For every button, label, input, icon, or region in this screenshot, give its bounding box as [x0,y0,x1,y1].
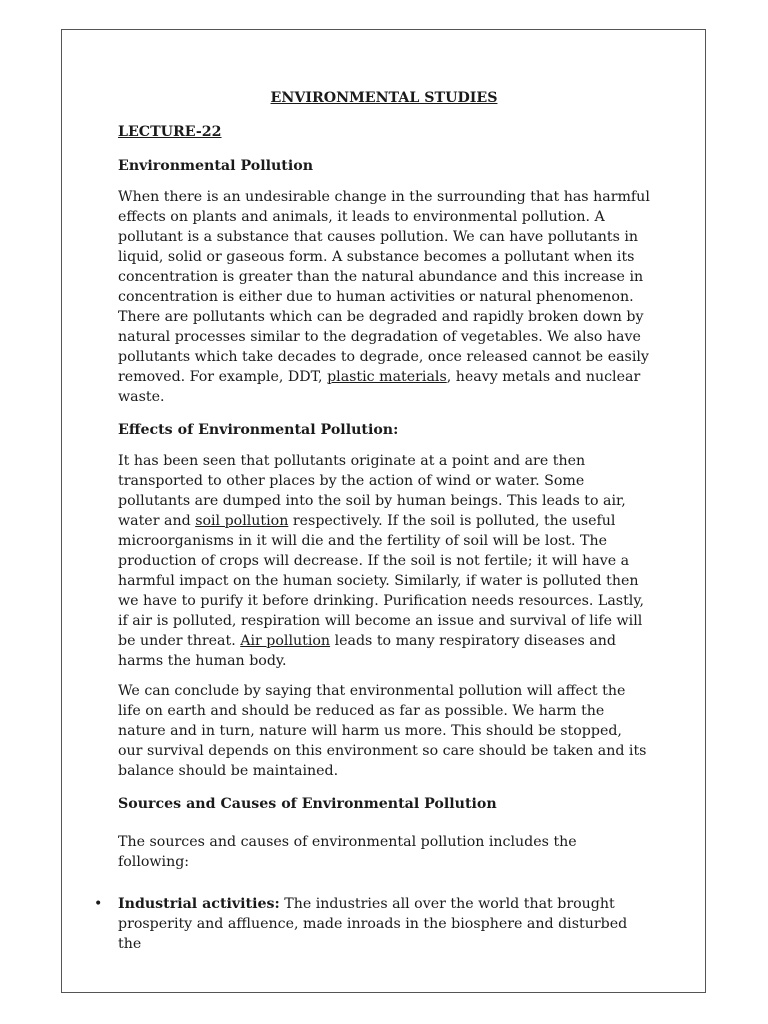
bullet-text: The industries all over the world that brought prosperity and affluence, made inroads in the biosphere and disturbed the [118,896,628,952]
document-body [94,88,650,954]
paragraph-text: , heavy metals and nuclear waste. [118,369,641,405]
section-heading-sources-causes: Sources and Causes of Environmental Pollution [118,796,497,812]
paragraph-effects [118,451,650,671]
bullet-label: Industrial activities: [118,896,280,912]
bullet-icon: • [94,896,103,912]
lecture-number: LECTURE-22 [118,124,222,140]
section-heading-environmental-pollution: Environmental Pollution [118,158,314,174]
link-soil-pollution[interactable]: soil pollution [195,513,289,529]
link-air-pollution[interactable]: Air pollution [240,633,331,649]
paragraph-text: respectively. If the soil is polluted, the useful microorganisms in it will die and the fertility of soil will be lost. The production of crops will decrease. If the soil is not fertile; it will have a harmful impact on the human society. Similarly, if water is polluted then we have to purify it before drinking. Purification needs resources. Lastly, if air is polluted, respiration will become an issue and survival of life will be under threat. [118,513,644,649]
section-heading-effects: Effects of Environmental Pollution: [118,422,399,438]
document-title: ENVIRONMENTAL STUDIES [270,90,498,106]
paragraph-text: It has been seen that pollutants originate at a point and are then transported to other places by the action of wind or water. Some pollutants are dumped into the soil by human beings. This leads to air, water and [118,453,626,529]
paragraph-conclusion: We can conclude by saying that environmental pollution will affect the life on earth and should be reduced as far as possible. We harm the nature and in turn, nature will harm us more. This should be stopped, our survival depends on this environment so care should be taken and its balance should be maintained. [118,683,647,779]
list-item-industrial-activities [94,894,650,954]
paragraph-text: leads to many respiratory diseases and harms the human body. [118,633,616,669]
paragraph-pollution-definition [118,187,650,407]
paragraph-sources-intro: The sources and causes of environmental pollution includes the following: [118,834,577,870]
link-plastic-materials[interactable]: plastic materials [327,369,447,385]
paragraph-text: When there is an undesirable change in the surrounding that has harmful effects on plants and animals, it leads to environmental pollution. A pollutant is a substance that causes pollution. We can have pollutants in liquid, solid or gaseous form. A substance becomes a pollutant when its concentration is greater than the natural abundance and this increase in concentration is either due to human activities or natural phenomenon. There are pollutants which can be degraded and rapidly broken down by natural processes similar to the degradation of vegetables. We also have pollutants which take decades to degrade, once released cannot be easily removed. For example, DDT, [118,189,650,385]
